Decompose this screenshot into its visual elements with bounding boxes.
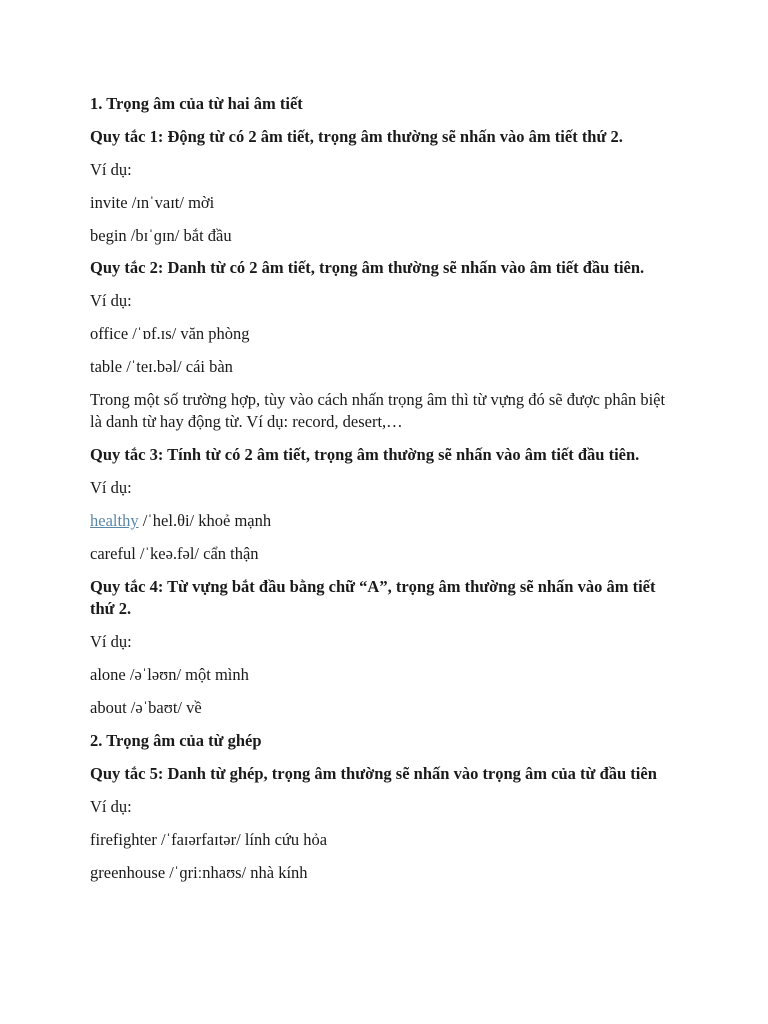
rule-5-heading: Quy tắc 5: Danh từ ghép, trọng âm thường sẽ nhấn vào trọng âm của từ đầu tiên [90, 764, 657, 783]
example-office: office /ˈɒf.ɪs/ văn phòng [90, 324, 250, 343]
example-label-3: Ví dụ: [90, 478, 132, 497]
example-table: table /ˈteɪ.bəl/ cái bàn [90, 357, 233, 376]
example-healthy-rest: /ˈhel.θi/ khoẻ mạnh [138, 511, 272, 530]
rule-1-heading: Quy tắc 1: Động từ có 2 âm tiết, trọng âm thường sẽ nhấn vào âm tiết thứ 2. [90, 127, 623, 146]
example-about: about /əˈbaʊt/ về [90, 698, 202, 717]
example-greenhouse: greenhouse /ˈɡriːnhaʊs/ nhà kính [90, 863, 308, 882]
example-invite: invite /ɪnˈvaɪt/ mời [90, 193, 215, 212]
rule-2-heading: Quy tắc 2: Danh từ có 2 âm tiết, trọng âm thường sẽ nhấn vào âm tiết đầu tiên. [90, 258, 645, 277]
rule-4-heading: Quy tắc 4: Từ vựng bắt đầu bằng chữ “A”, trọng âm thường sẽ nhấn vào âm tiết thứ 2. [90, 577, 656, 618]
example-label-2: Ví dụ: [90, 291, 132, 310]
rule-2-note: Trong một số trường hợp, tùy vào cách nhấn trọng âm thì từ vựng đó sẽ được phân biệt là danh từ hay động từ. Ví dụ: record, desert,… [90, 390, 666, 431]
example-healthy [90, 510, 680, 532]
example-label-5: Ví dụ: [90, 797, 132, 816]
document-page [90, 93, 680, 895]
example-label-4: Ví dụ: [90, 632, 132, 651]
rule-3-heading: Quy tắc 3: Tính từ có 2 âm tiết, trọng âm thường sẽ nhấn vào âm tiết đầu tiên. [90, 445, 640, 464]
example-begin: begin /bɪˈɡɪn/ bắt đầu [90, 226, 232, 245]
healthy-link[interactable]: healthy [90, 511, 139, 530]
section-heading-1: 1. Trọng âm của từ hai âm tiết [90, 94, 303, 113]
example-firefighter: firefighter /ˈfaɪərfaɪtər/ lính cứu hỏa [90, 830, 328, 849]
section-heading-2: 2. Trọng âm của từ ghép [90, 731, 262, 750]
example-alone: alone /əˈləʊn/ một mình [90, 665, 249, 684]
example-label-1: Ví dụ: [90, 160, 132, 179]
example-careful: careful /ˈkeə.fəl/ cẩn thận [90, 544, 259, 563]
